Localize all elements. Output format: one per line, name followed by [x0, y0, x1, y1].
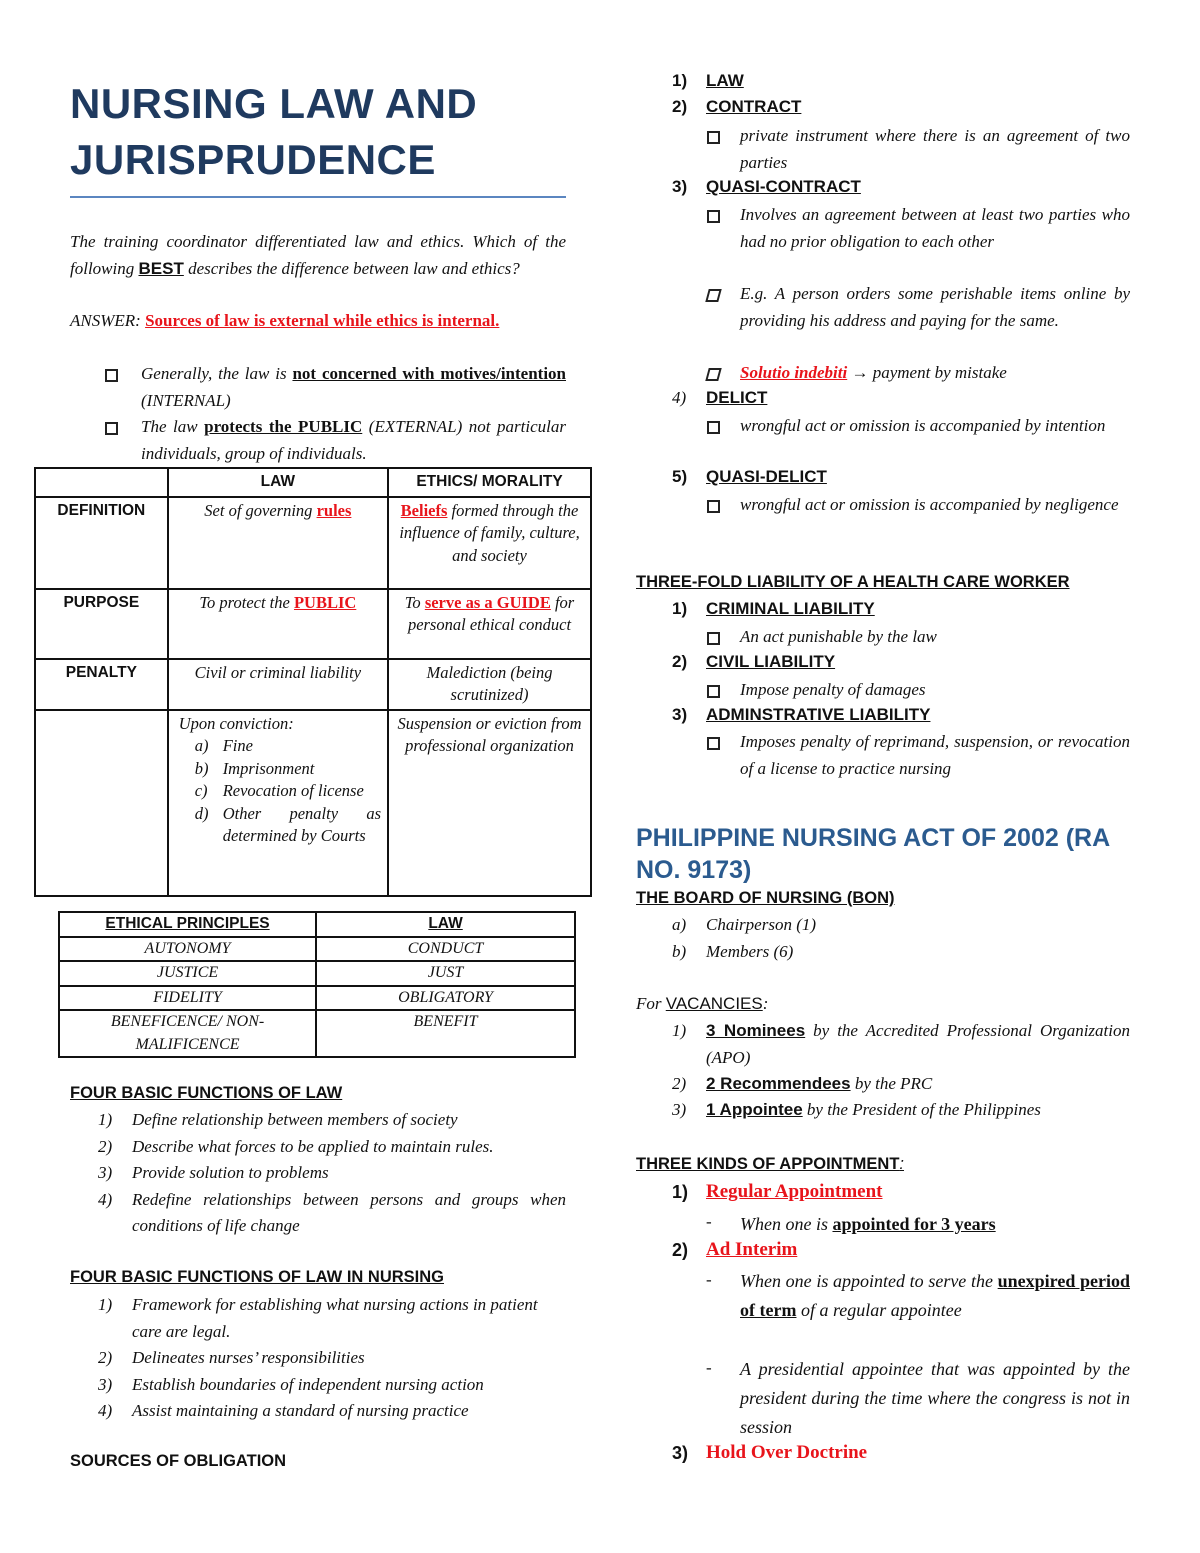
list-item-text: Assist maintaining a standard of nursing practice: [132, 1401, 469, 1420]
list-number: 1): [672, 1182, 689, 1202]
item-text: Fine: [222, 736, 253, 755]
item-text: Revocation of license: [222, 781, 364, 800]
list-item-text: Redefine relationships between persons and groups when conditions of life change: [132, 1189, 566, 1235]
list-number: 5): [672, 467, 688, 486]
cell-empty: [35, 710, 168, 896]
cell-emphasis: Beliefs: [400, 500, 448, 520]
vacancy-text: by the Accredited Professional Organization (APO): [706, 1021, 1130, 1067]
delict-bullet: wrongful act or omission is accompanied by intention: [740, 416, 1106, 435]
table-header-ethics: ETHICS/ MORALITY: [388, 468, 591, 497]
question-emphasis: BEST: [138, 258, 184, 278]
conviction-heading: Upon conviction:: [178, 713, 294, 733]
list-item-text: Delineates nurses’ responsibilities: [132, 1348, 365, 1367]
list-item: 1) Framework for establishing what nursing actions in patient care are legal.: [98, 1295, 538, 1341]
table-row: [59, 1010, 575, 1057]
cell-text: To protect the: [199, 592, 294, 612]
list-item: 1) Define relationship between members of society: [98, 1110, 458, 1129]
bon-item: [672, 939, 794, 966]
section-title-nursing-act: PHILIPPINE NURSING ACT OF 2002 (RA NO. 9173): [636, 824, 1110, 884]
bullet-text-end: (INTERNAL): [141, 390, 231, 410]
description-text: When one is appointed to serve the: [740, 1271, 998, 1291]
cell-ethics-penalty: Malediction (being scrutinized): [388, 659, 591, 710]
quasi-contract-bullet: Involves an agreement between at least two parties who had no prior obligation to each other: [740, 205, 1130, 251]
list-number: 2): [672, 1240, 689, 1260]
section-heading-threefold: THREE-FOLD LIABILITY OF A HEALTH CARE WORKER: [636, 573, 1070, 591]
conviction-item: [179, 758, 381, 781]
cell-text: Set of governing: [204, 500, 317, 520]
list-item-text: Framework for establishing what nursing actions in patient care are legal.: [132, 1295, 538, 1341]
contract-bullet: private instrument where there is an agreement of two parties: [740, 126, 1130, 172]
table-row: [59, 961, 575, 986]
item-marker: d): [194, 803, 209, 823]
list-item: 2) Delineates nurses’ responsibilities: [98, 1348, 365, 1367]
intro-answer: [70, 308, 566, 335]
row-label-penalty: PENALTY: [35, 659, 168, 710]
list-number: 2): [672, 97, 688, 116]
source-quasi-delict: QUASI-DELICT: [706, 467, 827, 486]
cell-emphasis: rules: [316, 500, 352, 520]
appointment-heading-text: THREE KINDS OF APPOINTMENT: [636, 1155, 900, 1173]
item-text: Imprisonment: [222, 758, 315, 778]
list-number: 3): [672, 177, 688, 196]
bullet-emphasis: protects the PUBLIC: [204, 417, 363, 436]
bullet-text: The law: [141, 417, 205, 436]
vacancy-item-2: [706, 1071, 1130, 1098]
list-item-text: Establish boundaries of independent nursing action: [132, 1374, 484, 1394]
vacancy-term: 1 Appointee: [706, 1100, 803, 1119]
checkbox-bullet-icon: [706, 684, 720, 698]
checkbox-bullet-icon: [706, 499, 720, 513]
principle-cell: AUTONOMY: [59, 937, 316, 962]
criminal-liability: CRIMINAL LIABILITY: [706, 599, 875, 618]
item-text: Members (6): [706, 942, 794, 961]
checkbox-bullet-icon: [706, 420, 720, 434]
conviction-item: [179, 735, 381, 758]
cell-text: formed through the influence of family, culture, and society: [399, 500, 580, 565]
quasi-delict-bullet: wrongful act or omission is accompanied by negligence: [740, 495, 1119, 514]
cell-ethics-suspension: Suspension or eviction from professional organization: [388, 710, 591, 896]
civil-bullet: Impose penalty of damages: [740, 680, 926, 699]
description-emphasis: unexpired period of term: [740, 1271, 1130, 1320]
list-item: 3) Provide solution to problems: [98, 1163, 329, 1182]
list-number: 3): [672, 1443, 689, 1463]
checkbox-bullet-icon: [104, 421, 118, 435]
cell-law-purpose: [168, 589, 388, 659]
section-heading-nursing-functions: FOUR BASIC FUNCTIONS OF LAW IN NURSING: [70, 1268, 444, 1286]
list-number: 1): [672, 1021, 687, 1040]
cell-law-definition: [168, 497, 388, 589]
list-number: 3): [672, 705, 688, 724]
row-label-definition: DEFINITION: [35, 497, 168, 589]
law-cell: BENEFIT: [316, 1010, 575, 1057]
list-item: 4) Redefine relationships between persons and groups when conditions of life change: [98, 1189, 566, 1235]
intro-question: [70, 229, 566, 282]
list-item-text: Describe what forces to be applied to maintain rules.: [132, 1136, 494, 1156]
vacancies-term: VACANCIES: [665, 994, 763, 1013]
solutio-indebiti: [740, 360, 1130, 387]
ethical-principles-table: [58, 911, 576, 1058]
vacancy-item-1: [706, 1018, 1130, 1071]
checkbox-bullet-icon: [706, 736, 720, 750]
vacancy-item-3: [706, 1097, 1130, 1124]
cell-ethics-definition: [388, 497, 591, 589]
table-row: [59, 937, 575, 962]
regular-description: [740, 1210, 996, 1238]
vacancy-text: by the PRC: [850, 1074, 933, 1093]
principle-cell: BENEFICENCE/ NON-MALIFICENCE: [59, 1010, 316, 1057]
cell-text-end: for personal ethical conduct: [407, 592, 575, 634]
administrative-liability: ADMINSTRATIVE LIABILITY: [706, 705, 931, 724]
intro-bullet-2: [141, 414, 566, 467]
interim-description-2: A presidential appointee that was appointed by the president during the time where the congress is not in session: [740, 1359, 1130, 1437]
cell-emphasis: PUBLIC: [293, 592, 357, 612]
table-header-principles: ETHICAL PRINCIPLES: [59, 912, 316, 937]
source-quasi-contract: QUASI-CONTRACT: [706, 177, 861, 196]
checkbox-bullet-icon: [706, 631, 720, 645]
bullet-text-end: (EXTERNAL) not particular individuals, group of individuals.: [141, 417, 566, 463]
question-text: The training coordinator differentiated law and ethics. Which of the following: [70, 232, 566, 278]
cell-text: To: [404, 592, 425, 612]
question-text-end: describes the difference between law and ethics?: [183, 258, 520, 278]
civil-liability: CIVIL LIABILITY: [706, 652, 836, 671]
item-marker: c): [194, 781, 208, 800]
cell-ethics-purpose: [388, 589, 591, 659]
checkbox-bullet-icon: [706, 209, 720, 223]
list-number: 2): [672, 1074, 687, 1093]
source-law: LAW: [706, 71, 744, 90]
list-number: 2): [672, 652, 688, 671]
answer-label: ANSWER:: [70, 311, 146, 330]
law-ethics-table: [34, 467, 592, 897]
table-header-law: LAW: [316, 912, 575, 937]
bullet-text: Generally, the law is: [141, 364, 293, 383]
cell-emphasis: serve as a GUIDE: [424, 592, 551, 612]
principle-cell: FIDELITY: [59, 986, 316, 1011]
dash-bullet: -: [706, 1358, 712, 1377]
law-cell: JUST: [316, 961, 575, 986]
interim-description-1: [740, 1267, 1130, 1325]
quasi-contract-example: E.g. A person orders some perishable items online by providing his address and paying for the same.: [740, 284, 1130, 330]
conviction-item: [179, 780, 381, 803]
list-number: 4): [672, 388, 687, 407]
answer-text: Sources of law is external while ethics is internal.: [145, 311, 500, 330]
solutio-definition: → payment by mistake: [847, 363, 1007, 382]
section-heading-sources: SOURCES OF OBLIGATION: [70, 1452, 287, 1470]
dash-bullet: -: [706, 1212, 712, 1231]
item-marker: b): [672, 942, 687, 961]
section-heading-bon: THE BOARD OF NURSING (BON): [636, 889, 895, 907]
vacancies-colon: :: [762, 994, 769, 1013]
bullet-emphasis: not concerned with motives/intention: [292, 364, 566, 383]
section-heading-appointment: [636, 1155, 904, 1174]
source-delict: DELICT: [706, 388, 768, 407]
cell-law-penalty: Civil or criminal liability: [168, 659, 388, 710]
table-header-empty: [35, 468, 168, 497]
item-text: Other penalty as determined by Courts: [222, 803, 382, 845]
section-heading-four-functions: FOUR BASIC FUNCTIONS OF LAW: [70, 1084, 343, 1102]
table-header-law: LAW: [168, 468, 388, 497]
description-emphasis: appointed for 3 years: [832, 1214, 996, 1234]
law-cell: OBLIGATORY: [316, 986, 575, 1011]
cell-law-conviction: [168, 710, 388, 896]
vacancy-term: 3 Nominees: [706, 1021, 806, 1040]
list-item: 4) Assist maintaining a standard of nursing practice: [98, 1401, 469, 1420]
vacancy-text: by the President of the Philippines: [802, 1100, 1041, 1119]
list-item: 3) Establish boundaries of independent nursing action: [98, 1374, 484, 1394]
description-text-end: of a regular appointee: [796, 1300, 962, 1320]
list-item: 2) Describe what forces to be applied to maintain rules.: [98, 1136, 494, 1156]
checkbox-bullet-icon: [706, 130, 720, 144]
checkbox-bullet-icon: [706, 367, 720, 381]
vacancy-term: 2 Recommendees: [706, 1074, 851, 1093]
vacancies-prefix: For: [636, 994, 666, 1013]
criminal-bullet: An act punishable by the law: [740, 627, 937, 646]
checkbox-bullet-icon: [104, 368, 118, 382]
list-item-text: Provide solution to problems: [132, 1163, 329, 1182]
description-text: When one is: [740, 1214, 833, 1234]
list-number: 1): [672, 599, 688, 618]
intro-bullet-1: [141, 361, 566, 414]
hold-over-doctrine: Hold Over Doctrine: [706, 1442, 868, 1463]
item-marker: a): [194, 736, 209, 755]
list-number: 1): [672, 71, 688, 90]
bon-item: [672, 912, 817, 939]
admin-bullet: Imposes penalty of reprimand, suspension, or revocation of a license to practice nursing: [740, 732, 1130, 778]
list-number: 3): [672, 1100, 687, 1119]
law-cell: CONDUCT: [316, 937, 575, 962]
row-label-purpose: PURPOSE: [35, 589, 168, 659]
vacancies-label: [636, 991, 768, 1018]
item-marker: a): [672, 915, 687, 934]
title-underline: [70, 196, 566, 198]
nursing-functions-list: [70, 1292, 566, 1425]
source-contract: CONTRACT: [706, 97, 802, 116]
regular-appointment: Regular Appointment: [706, 1181, 883, 1202]
item-marker: b): [194, 758, 209, 778]
conviction-item: [179, 803, 381, 848]
page-title: NURSING LAW AND JURISPRUDENCE: [70, 80, 478, 183]
dash-bullet: -: [706, 1270, 712, 1289]
four-functions-list: [70, 1107, 566, 1240]
solutio-term: Solutio indebiti: [740, 363, 848, 382]
item-text: Chairperson (1): [706, 915, 817, 934]
checkbox-bullet-icon: [706, 288, 720, 302]
appointment-colon: :: [899, 1155, 904, 1173]
principle-cell: JUSTICE: [59, 961, 316, 986]
table-row: [59, 986, 575, 1011]
ad-interim: Ad Interim: [706, 1239, 798, 1260]
list-item-text: Define relationship between members of society: [132, 1110, 458, 1129]
